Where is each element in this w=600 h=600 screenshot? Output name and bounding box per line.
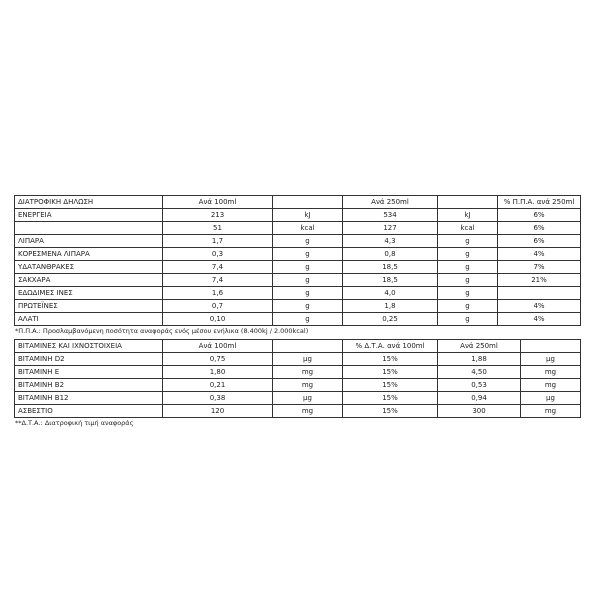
vitamins-header-row-cell: ΒΙΤΑΜΙΝΕΣ ΚΑΙ ΙΧΝΟΣΤΟΙΧΕΙΑ [15, 340, 163, 353]
nutrition-table-row-cell: 6% [498, 222, 581, 235]
nutrition-table-row-cell: 0,25 [343, 313, 438, 326]
nutrition-table-row-cell: 0,10 [163, 313, 273, 326]
vitamins-header-row-cell [521, 340, 581, 353]
nutrition-table-row-cell: g [273, 274, 343, 287]
vitamins-table [14, 339, 581, 418]
vitamins-table-row-cell: μg [273, 392, 343, 405]
nutrition-table-row-cell: g [438, 287, 498, 300]
nutrition-table-row-cell: 7,4 [163, 274, 273, 287]
nutrition-table-row-cell: ΥΔΑΤΑΝΘΡΑΚΕΣ [15, 261, 163, 274]
nutrition-table-row-cell: kcal [273, 222, 343, 235]
nutrition-table-row-cell: g [438, 274, 498, 287]
vitamins-table-row [15, 379, 581, 392]
nutrition-table-row-cell: g [438, 248, 498, 261]
nutrition-table-row-cell: ΑΛΑΤΙ [15, 313, 163, 326]
nutrition-header-row-cell: ΔΙΑΤΡΟΦΙΚΗ ΔΗΛΩΣΗ [15, 196, 163, 209]
nutrition-table-row-cell: kJ [438, 209, 498, 222]
nutrition-table-row-cell: 21% [498, 274, 581, 287]
nutrition-table-row-cell: g [273, 300, 343, 313]
nutrition-table-row-cell: g [438, 300, 498, 313]
nutrition-table-row-cell: 4,3 [343, 235, 438, 248]
vitamins-table-row-cell: 0,75 [163, 353, 273, 366]
nutrition-table-row-cell: 6% [498, 235, 581, 248]
vitamins-table-row-cell: mg [273, 405, 343, 418]
nutrition-table-row-cell: g [273, 287, 343, 300]
vitamins-table-row-cell: 0,21 [163, 379, 273, 392]
nutrition-table-row-cell: 7% [498, 261, 581, 274]
nutrition-table-row-cell: 1,6 [163, 287, 273, 300]
nutrition-table-row [15, 235, 581, 248]
vitamins-table-row-cell: 15% [343, 379, 438, 392]
vitamins-table-row-cell: 300 [438, 405, 521, 418]
vitamins-table-row-cell: mg [521, 405, 581, 418]
nutrition-table-row [15, 248, 581, 261]
nutrition-table-row-cell: 127 [343, 222, 438, 235]
nutrition-table-row-cell: 18,5 [343, 274, 438, 287]
nutrition-table-row-cell: 0,8 [343, 248, 438, 261]
vitamins-table-row-cell: ΒΙΤΑΜΙΝΗ Ε [15, 366, 163, 379]
nutrition-table-row-cell: 1,7 [163, 235, 273, 248]
nutrition-table-row-cell: 51 [163, 222, 273, 235]
nutrition-header-row-cell: Ανά 100ml [163, 196, 273, 209]
vitamins-table-row-cell: 15% [343, 405, 438, 418]
vitamins-table-row-cell: μg [521, 353, 581, 366]
nutrition-table-row-cell: g [273, 235, 343, 248]
nutrition-table-row-cell: ΚΟΡΕΣΜΕΝΑ ΛΙΠΑΡΑ [15, 248, 163, 261]
vitamins-table-row-cell: 0,94 [438, 392, 521, 405]
nutrition-table-row-cell: g [273, 248, 343, 261]
nutrition-table-row-cell: 534 [343, 209, 438, 222]
nutrition-table-row-cell: 4% [498, 300, 581, 313]
vitamins-table-row-cell: 15% [343, 353, 438, 366]
vitamins-header-row [15, 340, 581, 353]
nutrition-table-row [15, 300, 581, 313]
vitamins-table-row-cell: ΒΙΤΑΜΙΝΗ Β12 [15, 392, 163, 405]
nutrition-table-row-cell: ΕΔΩΔΙΜΕΣ ΙΝΕΣ [15, 287, 163, 300]
nutrition-table-row-cell: ΠΡΩΤΕΪΝΕΣ [15, 300, 163, 313]
nutrition-table-row-cell: 7,4 [163, 261, 273, 274]
vitamins-footnote: **Δ.Τ.Α.: Διατροφική τιμή αναφοράς [15, 419, 134, 427]
vitamins-table-row [15, 405, 581, 418]
nutrition-table-row-cell: ΕΝΕΡΓΕΙΑ [15, 209, 163, 222]
nutrition-table-row [15, 287, 581, 300]
vitamins-table-row-cell: 1,80 [163, 366, 273, 379]
nutrition-table-row [15, 313, 581, 326]
vitamins-table-row-cell: 15% [343, 366, 438, 379]
nutrition-table [14, 195, 581, 326]
nutrition-header-row-cell [273, 196, 343, 209]
nutrition-table-row-cell: 0,7 [163, 300, 273, 313]
nutrition-document [14, 195, 580, 431]
vitamins-table-row-cell: 15% [343, 392, 438, 405]
vitamins-header-row-cell: Ανά 250ml [438, 340, 521, 353]
nutrition-header-row [15, 196, 581, 209]
nutrition-table-row [15, 209, 581, 222]
nutrition-table-row-cell [15, 222, 163, 235]
nutrition-table-row [15, 274, 581, 287]
nutrition-table-row [15, 222, 581, 235]
nutrition-table-row-cell: 213 [163, 209, 273, 222]
vitamins-table-row-cell: mg [521, 379, 581, 392]
nutrition-table-row-cell: kJ [273, 209, 343, 222]
vitamins-header-row-cell: Ανά 100ml [163, 340, 273, 353]
vitamins-table-row-cell: ΑΣΒΕΣΤΙΟ [15, 405, 163, 418]
vitamins-header-row-cell [273, 340, 343, 353]
nutrition-table-row-cell: ΛΙΠΑΡΑ [15, 235, 163, 248]
vitamins-table-row-cell: 0,53 [438, 379, 521, 392]
nutrition-table-row [15, 261, 581, 274]
nutrition-table-row-cell: 18,5 [343, 261, 438, 274]
vitamins-table-row [15, 366, 581, 379]
nutrition-table-row-cell [498, 287, 581, 300]
vitamins-table-row-cell: 120 [163, 405, 273, 418]
vitamins-table-row-cell: 4,50 [438, 366, 521, 379]
nutrition-header-row-cell [438, 196, 498, 209]
nutrition-table-row-cell: g [438, 235, 498, 248]
nutrition-table-row-cell: 4,0 [343, 287, 438, 300]
nutrition-table-row-cell: 1,8 [343, 300, 438, 313]
vitamins-table-row-cell: ΒΙΤΑΜΙΝΗ Β2 [15, 379, 163, 392]
vitamins-table-row-cell: mg [273, 366, 343, 379]
vitamins-table-row-cell: μg [521, 392, 581, 405]
vitamins-table-row [15, 353, 581, 366]
vitamins-table-row-cell: 0,38 [163, 392, 273, 405]
vitamins-table-row-cell: ΒΙΤΑΜΙΝΗ D2 [15, 353, 163, 366]
vitamins-table-row-cell: μg [273, 353, 343, 366]
vitamins-header-row-cell: % Δ.Τ.Α. ανά 100ml [343, 340, 438, 353]
nutrition-header-row-cell: % Π.Π.Α. ανά 250ml [498, 196, 581, 209]
vitamins-table-row-cell: 1,88 [438, 353, 521, 366]
nutrition-table-row-cell: 0,3 [163, 248, 273, 261]
vitamins-table-row-cell: mg [273, 379, 343, 392]
nutrition-footnote: *Π.Π.Α.: Προσλαμβανόμενη ποσότητα αναφοράς ενός μέσου ενήλικα (8.400kj / 2.000kcal) [15, 327, 309, 335]
nutrition-table-row-cell: g [273, 261, 343, 274]
vitamins-table-row-cell: mg [521, 366, 581, 379]
vitamins-table-row [15, 392, 581, 405]
nutrition-table-row-cell: g [438, 261, 498, 274]
nutrition-header-row-cell: Ανά 250ml [343, 196, 438, 209]
nutrition-table-row-cell: ΣΑΚΧΑΡΑ [15, 274, 163, 287]
nutrition-table-row-cell: 4% [498, 248, 581, 261]
nutrition-table-row-cell: kcal [438, 222, 498, 235]
nutrition-table-row-cell: g [438, 313, 498, 326]
nutrition-table-row-cell: 4% [498, 313, 581, 326]
nutrition-table-row-cell: g [273, 313, 343, 326]
nutrition-table-row-cell: 6% [498, 209, 581, 222]
